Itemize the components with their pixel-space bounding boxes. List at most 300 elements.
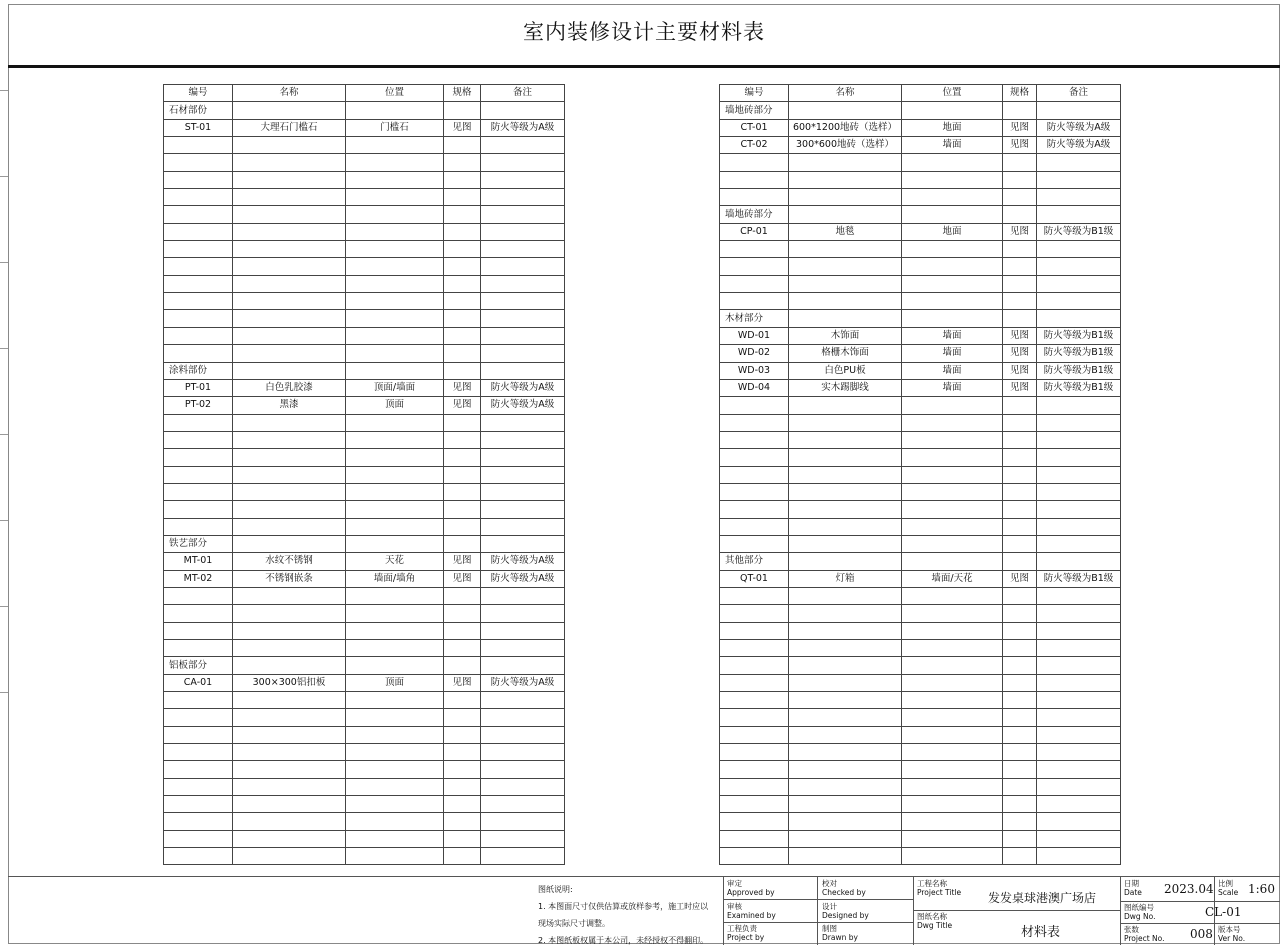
cell-remarks: 防火等级为A级	[481, 553, 565, 570]
empty-cell	[902, 674, 1003, 691]
note-2: 2. 本图纸板权属于本公司，未经授权不得翻印。	[538, 936, 709, 945]
cell-location: 墙面	[902, 327, 1003, 344]
empty-cell	[444, 241, 481, 258]
empty-cell	[1003, 518, 1037, 535]
empty-cell	[164, 223, 233, 240]
margin-tick	[0, 434, 8, 435]
empty-cell	[1037, 102, 1121, 119]
empty-cell	[1037, 796, 1121, 813]
empty-cell	[1037, 553, 1121, 570]
empty-cell	[1003, 535, 1037, 552]
empty-cell	[444, 518, 481, 535]
empty-cell	[481, 327, 565, 344]
empty-cell	[1037, 535, 1121, 552]
empty-cell	[789, 258, 902, 275]
cell-location: 墙面	[902, 362, 1003, 379]
empty-cell	[902, 310, 1003, 327]
empty-cell	[233, 535, 346, 552]
cell-remarks: 防火等级为B1级	[1037, 379, 1121, 396]
table-row	[164, 483, 565, 500]
table-row	[720, 345, 1121, 362]
empty-cell	[444, 362, 481, 379]
empty-cell	[346, 605, 444, 622]
cell-code: ST-01	[164, 119, 233, 136]
table-row	[720, 379, 1121, 396]
table-row	[720, 327, 1121, 344]
empty-cell	[481, 726, 565, 743]
cell-code: PT-01	[164, 379, 233, 396]
cell-name: 600*1200地砖（选样）	[789, 119, 902, 136]
table-row	[164, 709, 565, 726]
project-title-cn: 工程名称	[917, 879, 947, 888]
empty-cell	[233, 483, 346, 500]
empty-cell	[233, 657, 346, 674]
empty-cell	[481, 813, 565, 830]
table-row	[164, 119, 565, 136]
empty-cell	[789, 501, 902, 518]
empty-cell	[444, 778, 481, 795]
empty-cell	[1037, 241, 1121, 258]
empty-cell	[481, 189, 565, 206]
empty-cell	[720, 692, 789, 709]
empty-cell	[444, 449, 481, 466]
empty-cell	[789, 414, 902, 431]
project-by-en: Project by	[727, 933, 765, 942]
empty-cell	[1003, 622, 1037, 639]
empty-cell	[1037, 293, 1121, 310]
empty-cell	[164, 258, 233, 275]
empty-cell	[902, 414, 1003, 431]
empty-cell	[233, 744, 346, 761]
empty-cell	[346, 275, 444, 292]
cell-location: 天花	[346, 553, 444, 570]
project-title-value: 发发桌球港澳广场店	[988, 891, 1097, 905]
cell-code: WD-03	[720, 362, 789, 379]
empty-cell	[902, 501, 1003, 518]
empty-cell	[789, 778, 902, 795]
empty-cell	[1003, 692, 1037, 709]
header-location: 位置	[346, 85, 444, 102]
empty-cell	[444, 154, 481, 171]
cell-location: 地面	[902, 119, 1003, 136]
drawn-en: Drawn by	[822, 933, 858, 942]
empty-cell	[1003, 553, 1037, 570]
table-row	[164, 466, 565, 483]
empty-cell	[164, 778, 233, 795]
empty-cell	[233, 137, 346, 154]
empty-cell	[346, 518, 444, 535]
empty-cell	[164, 154, 233, 171]
empty-cell	[346, 206, 444, 223]
empty-cell	[233, 692, 346, 709]
section-label: 其他部分	[720, 553, 789, 570]
empty-cell	[444, 345, 481, 362]
table-row	[164, 640, 565, 657]
empty-cell	[1037, 449, 1121, 466]
empty-cell	[444, 431, 481, 448]
empty-cell	[346, 744, 444, 761]
empty-cell	[481, 692, 565, 709]
empty-cell	[233, 414, 346, 431]
empty-cell	[164, 848, 233, 865]
table-row	[164, 345, 565, 362]
empty-cell	[233, 709, 346, 726]
table-row	[720, 709, 1121, 726]
project-title-label	[917, 879, 961, 897]
sheet-no-label	[1124, 925, 1165, 943]
table-row	[164, 449, 565, 466]
empty-cell	[164, 813, 233, 830]
left-margin-strip	[0, 4, 8, 944]
empty-cell	[346, 813, 444, 830]
table-row	[720, 848, 1121, 865]
table-row	[720, 362, 1121, 379]
empty-cell	[481, 223, 565, 240]
empty-cell	[789, 709, 902, 726]
empty-cell	[789, 189, 902, 206]
empty-cell	[346, 726, 444, 743]
cell-spec: 见图	[1003, 362, 1037, 379]
empty-cell	[164, 431, 233, 448]
designed-cn: 设计	[822, 902, 837, 911]
empty-cell	[164, 518, 233, 535]
empty-cell	[1003, 640, 1037, 657]
cell-spec: 见图	[444, 397, 481, 414]
empty-cell	[720, 587, 789, 604]
empty-cell	[444, 761, 481, 778]
empty-cell	[481, 744, 565, 761]
empty-cell	[444, 709, 481, 726]
empty-cell	[233, 518, 346, 535]
cell-location: 墙面/墙角	[346, 570, 444, 587]
empty-cell	[1003, 154, 1037, 171]
empty-cell	[481, 830, 565, 847]
empty-cell	[444, 605, 481, 622]
empty-cell	[1003, 275, 1037, 292]
empty-cell	[902, 796, 1003, 813]
table-row	[720, 813, 1121, 830]
empty-cell	[346, 640, 444, 657]
table-row	[164, 518, 565, 535]
empty-cell	[1037, 657, 1121, 674]
checked-en: Checked by	[822, 888, 866, 897]
empty-cell	[1037, 206, 1121, 223]
empty-cell	[481, 778, 565, 795]
header-code: 编号	[164, 85, 233, 102]
scale-label	[1218, 879, 1238, 897]
empty-cell	[233, 466, 346, 483]
empty-cell	[233, 813, 346, 830]
table-row	[720, 744, 1121, 761]
empty-cell	[789, 744, 902, 761]
table-row	[720, 778, 1121, 795]
empty-cell	[720, 258, 789, 275]
empty-cell	[346, 102, 444, 119]
empty-cell	[444, 726, 481, 743]
empty-cell	[164, 622, 233, 639]
empty-cell	[1037, 518, 1121, 535]
empty-cell	[902, 171, 1003, 188]
empty-cell	[233, 449, 346, 466]
empty-cell	[444, 622, 481, 639]
header-location: 位置	[902, 85, 1003, 102]
empty-cell	[444, 223, 481, 240]
empty-cell	[1037, 830, 1121, 847]
empty-cell	[444, 293, 481, 310]
empty-cell	[789, 397, 902, 414]
table-row	[164, 501, 565, 518]
cell-location: 顶面	[346, 397, 444, 414]
table-row	[720, 535, 1121, 552]
empty-cell	[346, 241, 444, 258]
empty-cell	[346, 830, 444, 847]
empty-cell	[720, 431, 789, 448]
date-cn: 日期	[1124, 879, 1139, 888]
empty-cell	[902, 813, 1003, 830]
table-row	[164, 622, 565, 639]
empty-cell	[346, 501, 444, 518]
header-name: 名称	[233, 85, 346, 102]
empty-cell	[481, 449, 565, 466]
empty-cell	[720, 848, 789, 865]
header-remarks: 备注	[1037, 85, 1121, 102]
dwg-no-en: Dwg No.	[1124, 912, 1156, 921]
cell-code: CT-02	[720, 137, 789, 154]
empty-cell	[720, 154, 789, 171]
empty-cell	[164, 189, 233, 206]
table-row	[164, 570, 565, 587]
empty-cell	[1037, 258, 1121, 275]
section-label: 石材部份	[164, 102, 233, 119]
dwg-title-value: 材料表	[1021, 925, 1061, 940]
cell-spec: 见图	[1003, 223, 1037, 240]
empty-cell	[1003, 674, 1037, 691]
empty-cell	[346, 293, 444, 310]
empty-cell	[346, 466, 444, 483]
cell-name: 实木踢脚线	[789, 379, 902, 396]
empty-cell	[233, 796, 346, 813]
dwg-no-label	[1124, 903, 1156, 921]
empty-cell	[481, 848, 565, 865]
examined-cn: 审核	[727, 902, 742, 911]
empty-cell	[346, 622, 444, 639]
empty-cell	[164, 310, 233, 327]
empty-cell	[902, 397, 1003, 414]
empty-cell	[164, 241, 233, 258]
ver-cn: 版本号	[1218, 925, 1241, 934]
empty-cell	[902, 535, 1003, 552]
empty-cell	[789, 813, 902, 830]
table-header-row	[164, 85, 565, 102]
empty-cell	[1037, 310, 1121, 327]
empty-cell	[1037, 674, 1121, 691]
empty-cell	[1003, 848, 1037, 865]
empty-cell	[164, 640, 233, 657]
empty-cell	[902, 466, 1003, 483]
empty-cell	[481, 171, 565, 188]
empty-cell	[481, 622, 565, 639]
table-row	[720, 397, 1121, 414]
empty-cell	[164, 744, 233, 761]
empty-cell	[1003, 258, 1037, 275]
empty-cell	[1003, 397, 1037, 414]
empty-cell	[346, 327, 444, 344]
dwg-title-en: Dwg Title	[917, 921, 953, 930]
table-row	[164, 397, 565, 414]
empty-cell	[720, 397, 789, 414]
empty-cell	[720, 674, 789, 691]
empty-cell	[1003, 449, 1037, 466]
empty-cell	[481, 640, 565, 657]
empty-cell	[444, 466, 481, 483]
empty-cell	[1003, 466, 1037, 483]
header-name: 名称	[789, 85, 902, 102]
empty-cell	[902, 761, 1003, 778]
table-row	[720, 483, 1121, 500]
empty-cell	[1003, 431, 1037, 448]
empty-cell	[1003, 414, 1037, 431]
empty-cell	[1003, 587, 1037, 604]
empty-cell	[720, 449, 789, 466]
cell-code: CT-01	[720, 119, 789, 136]
empty-cell	[481, 518, 565, 535]
table-row	[164, 796, 565, 813]
cell-remarks: 防火等级为A级	[481, 397, 565, 414]
empty-cell	[444, 258, 481, 275]
empty-cell	[481, 501, 565, 518]
table-row	[164, 431, 565, 448]
empty-cell	[902, 657, 1003, 674]
empty-cell	[164, 483, 233, 500]
table-row	[720, 119, 1121, 136]
table-row	[164, 258, 565, 275]
empty-cell	[789, 761, 902, 778]
table-row	[164, 275, 565, 292]
header-code: 编号	[720, 85, 789, 102]
empty-cell	[346, 189, 444, 206]
cell-remarks: 防火等级为B1级	[1037, 345, 1121, 362]
table-row	[720, 796, 1121, 813]
empty-cell	[1003, 171, 1037, 188]
empty-cell	[720, 275, 789, 292]
header-spec: 规格	[444, 85, 481, 102]
cell-spec: 见图	[444, 553, 481, 570]
cell-spec: 见图	[1003, 119, 1037, 136]
section-label: 涂料部份	[164, 362, 233, 379]
empty-cell	[720, 414, 789, 431]
table-row	[720, 189, 1121, 206]
empty-cell	[789, 692, 902, 709]
empty-cell	[444, 327, 481, 344]
cell-name: 白色PU板	[789, 362, 902, 379]
empty-cell	[789, 848, 902, 865]
empty-cell	[789, 466, 902, 483]
empty-cell	[1003, 483, 1037, 500]
empty-cell	[233, 310, 346, 327]
table-row	[164, 830, 565, 847]
empty-cell	[1037, 414, 1121, 431]
table-row	[164, 206, 565, 223]
table-row	[164, 189, 565, 206]
cell-remarks: 防火等级为A级	[481, 119, 565, 136]
table-row	[720, 293, 1121, 310]
dwg-no-value: CL-01	[1205, 905, 1242, 919]
empty-cell	[1037, 692, 1121, 709]
empty-cell	[233, 154, 346, 171]
empty-cell	[233, 848, 346, 865]
empty-cell	[346, 483, 444, 500]
empty-cell	[902, 241, 1003, 258]
empty-cell	[902, 449, 1003, 466]
empty-cell	[720, 466, 789, 483]
empty-cell	[1037, 726, 1121, 743]
empty-cell	[481, 483, 565, 500]
note-1-cont: 现场实际尺寸调整。	[538, 919, 610, 928]
sheet-no-value: 008	[1190, 927, 1213, 941]
cell-spec: 见图	[1003, 327, 1037, 344]
empty-cell	[789, 796, 902, 813]
empty-cell	[902, 206, 1003, 223]
materials-table-right	[719, 84, 1121, 865]
empty-cell	[720, 657, 789, 674]
cell-spec: 见图	[444, 674, 481, 691]
empty-cell	[1037, 640, 1121, 657]
empty-cell	[1037, 431, 1121, 448]
empty-cell	[789, 674, 902, 691]
empty-cell	[164, 587, 233, 604]
empty-cell	[902, 587, 1003, 604]
empty-cell	[720, 796, 789, 813]
empty-cell	[1003, 102, 1037, 119]
cell-name: 不锈钢嵌条	[233, 570, 346, 587]
drawn-cn: 制图	[822, 924, 837, 933]
empty-cell	[444, 848, 481, 865]
empty-cell	[720, 518, 789, 535]
designed-en: Designed by	[822, 911, 869, 920]
empty-cell	[720, 501, 789, 518]
empty-cell	[902, 622, 1003, 639]
cell-spec: 见图	[1003, 379, 1037, 396]
cell-code: QT-01	[720, 570, 789, 587]
empty-cell	[164, 830, 233, 847]
empty-cell	[789, 154, 902, 171]
empty-cell	[346, 657, 444, 674]
table-row	[164, 587, 565, 604]
materials-table-left	[163, 84, 565, 865]
empty-cell	[1037, 605, 1121, 622]
empty-cell	[1037, 483, 1121, 500]
cell-name: 地毯	[789, 223, 902, 240]
drawing-notes	[538, 881, 723, 949]
empty-cell	[789, 310, 902, 327]
cell-remarks: 防火等级为A级	[481, 570, 565, 587]
empty-cell	[902, 830, 1003, 847]
date-value: 2023.04	[1164, 882, 1214, 896]
table-row	[720, 223, 1121, 240]
empty-cell	[164, 171, 233, 188]
table-row	[164, 813, 565, 830]
empty-cell	[444, 587, 481, 604]
empty-cell	[1003, 293, 1037, 310]
empty-cell	[233, 830, 346, 847]
empty-cell	[1037, 397, 1121, 414]
empty-cell	[346, 223, 444, 240]
table-row	[164, 137, 565, 154]
empty-cell	[902, 431, 1003, 448]
empty-cell	[902, 605, 1003, 622]
table-row	[720, 501, 1121, 518]
empty-cell	[164, 466, 233, 483]
